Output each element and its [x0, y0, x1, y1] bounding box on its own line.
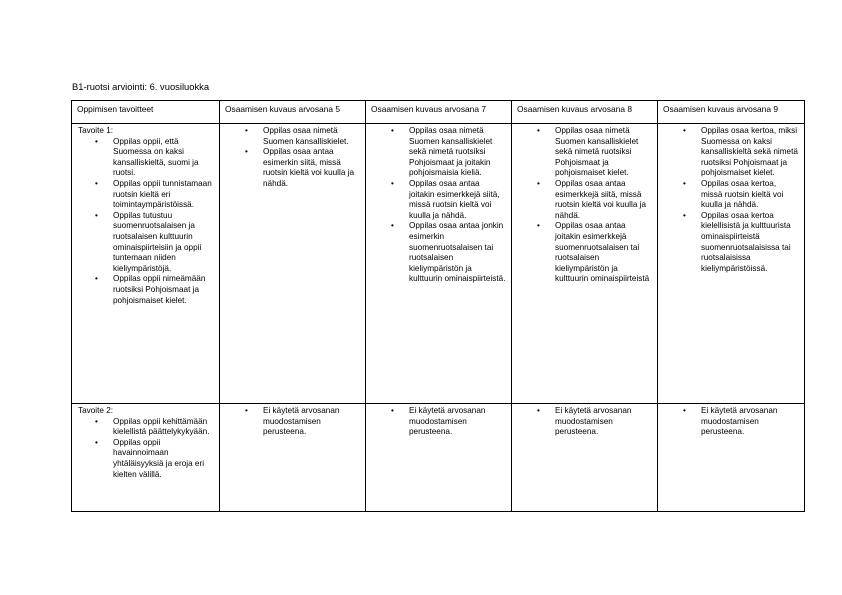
criteria-list	[225, 406, 361, 438]
grade-8-cell	[512, 404, 658, 512]
criteria-list	[663, 406, 800, 438]
list-item: • Oppilas osaa kertoa kielellisistä ja kulttuurista ominaispiirteistä suomenruotsalaisissa tai ruotsalaisissa kieliympäristöissä.	[663, 211, 800, 275]
page-title: B1-ruotsi arviointi: 6. vuosiluokka	[72, 81, 210, 92]
table-header-row	[72, 101, 805, 124]
header-goals: Oppimisen tavoitteet	[72, 101, 220, 124]
list-item: • Oppilas osaa nimetä Suomen kansalliskielet.	[225, 126, 361, 147]
criteria-list	[371, 126, 507, 285]
criteria-list	[517, 126, 653, 285]
list-item: • Ei käytetä arvosanan muodostamisen perusteena.	[371, 406, 507, 438]
assessment-table	[71, 100, 805, 512]
list-item: • Ei käytetä arvosanan muodostamisen perusteena.	[517, 406, 653, 438]
list-item: • Oppilas osaa antaa joitakin esimerkkejä siitä, missä ruotsin kieltä voi kuulla ja nähdä.	[371, 179, 507, 221]
goal-list	[77, 137, 215, 307]
list-item: • Oppilas osaa nimetä Suomen kansalliskielet sekä nimetä ruotsiksi Pohjoismaat ja pohjoismaiset kielet.	[517, 126, 653, 179]
list-item: • Oppilas oppii havainnoimaan yhtäläisyyksiä ja eroja eri kielten välillä.	[77, 438, 215, 480]
header-grade-9: Osaamisen kuvaus arvosana 9	[658, 101, 805, 124]
header-grade-5: Osaamisen kuvaus arvosana 5	[220, 101, 366, 124]
list-item: • Oppilas osaa antaa esimerkin siitä, missä ruotsin kieltä voi kuulla ja nähdä.	[225, 147, 361, 189]
grade-9-cell	[658, 404, 805, 512]
goal-title: Tavoite 2:	[78, 406, 114, 415]
list-item: • Oppilas oppii nimeämään ruotsiksi Pohjoismaat ja pohjoismaiset kielet.	[77, 274, 215, 306]
table-row	[72, 124, 805, 404]
grade-5-cell	[220, 124, 366, 404]
header-grade-8: Osaamisen kuvaus arvosana 8	[512, 101, 658, 124]
goal-cell	[72, 404, 220, 512]
criteria-list	[663, 126, 800, 274]
criteria-list	[517, 406, 653, 438]
list-item: • Oppilas oppii, että Suomessa on kaksi kansalliskieltä, suomi ja ruotsi.	[77, 137, 215, 179]
list-item: • Oppilas osaa antaa jonkin esimerkin suomenruotsalaisen tai ruotsalaisen kieliympäristön ja kulttuurin ominaispiirteistä.	[371, 221, 507, 285]
goal-title: Tavoite 1:	[78, 126, 114, 135]
grade-7-cell	[366, 124, 512, 404]
list-item: • Oppilas oppii tunnistamaan ruotsin kieltä eri toimintaympäristöissä.	[77, 179, 215, 211]
list-item: • Ei käytetä arvosanan muodostamisen perusteena.	[225, 406, 361, 438]
list-item: • Oppilas tutustuu suomenruotsalaisen ja ruotsalaisen kulttuurin ominaispiirteisiin ja oppii tuntemaan niiden kieliympäristöjä.	[77, 211, 215, 275]
criteria-list	[225, 126, 361, 190]
list-item: • Oppilas oppii kehittämään kielellistä päättelykykyään.	[77, 417, 215, 438]
grade-5-cell	[220, 404, 366, 512]
list-item: • Oppilas osaa kertoa, missä ruotsin kieltä voi kuulla ja nähdä.	[663, 179, 800, 211]
goal-cell	[72, 124, 220, 404]
header-grade-7: Osaamisen kuvaus arvosana 7	[366, 101, 512, 124]
list-item: • Oppilas osaa antaa joitakin esimerkkejä suomenruotsalaisen tai ruotsalaisen kieliympäristön ja kulttuurin ominaispiirteistä	[517, 221, 653, 285]
list-item: • Oppilas osaa antaa esimerkkejä siitä, missä ruotsin kieltä voi kuulla ja nähdä.	[517, 179, 653, 221]
list-item: • Ei käytetä arvosanan muodostamisen perusteena.	[663, 406, 800, 438]
goal-list	[77, 417, 215, 481]
list-item: • Oppilas osaa nimetä Suomen kansalliskielet sekä nimetä ruotsiksi Pohjoismaat ja joitakin pohjoismaisia kieliä.	[371, 126, 507, 179]
grade-7-cell	[366, 404, 512, 512]
grade-9-cell	[658, 124, 805, 404]
list-item: • Oppilas osaa kertoa, miksi Suomessa on kaksi kansalliskieltä sekä nimetä ruotsiksi Pohjoismaat ja pohjoismaiset kielet.	[663, 126, 800, 179]
grade-8-cell	[512, 124, 658, 404]
table-row	[72, 404, 805, 512]
criteria-list	[371, 406, 507, 438]
